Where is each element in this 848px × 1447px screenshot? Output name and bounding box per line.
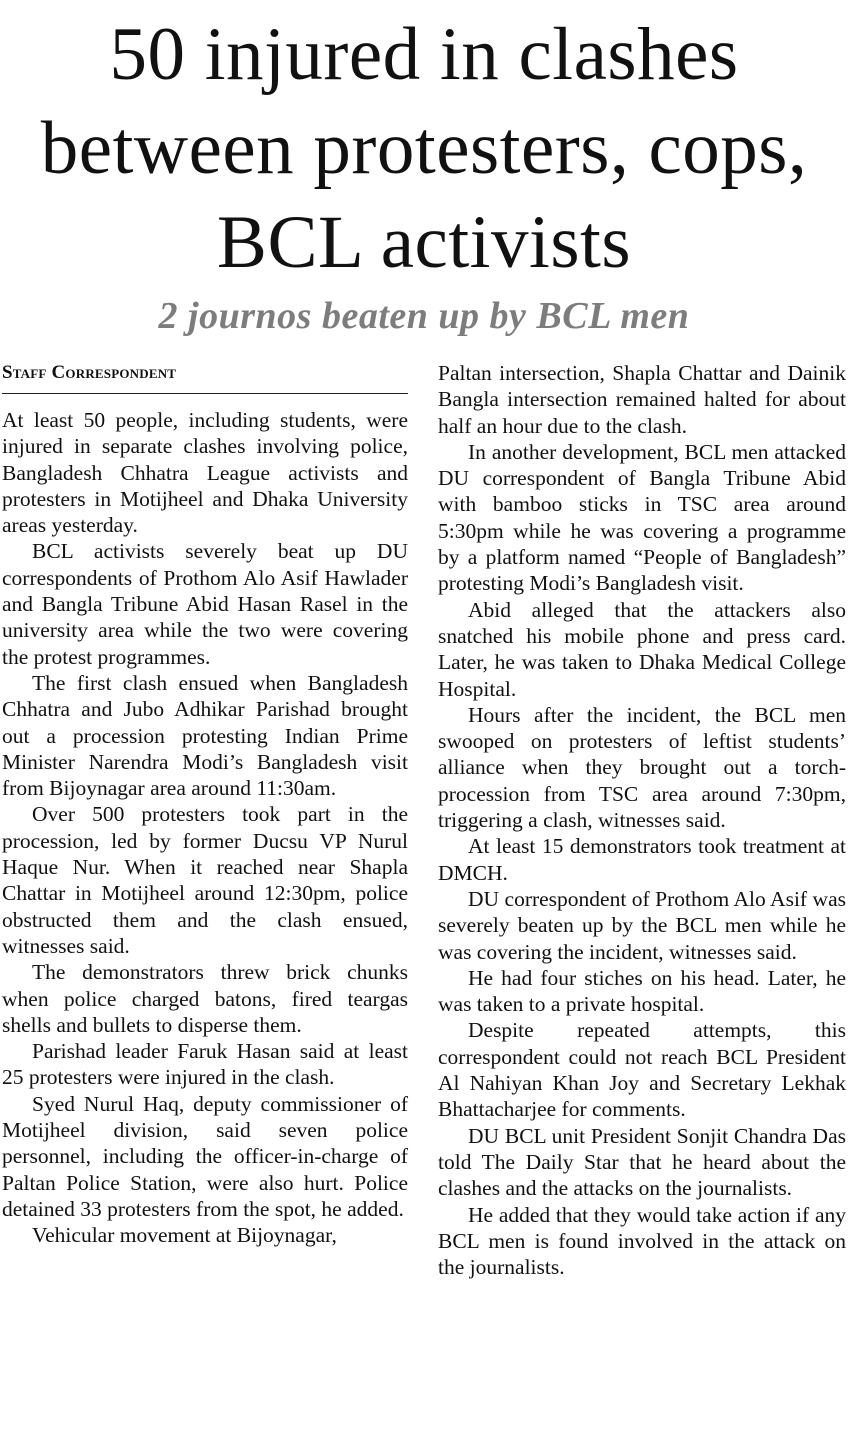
paragraph: Parishad leader Faruk Hasan said at least 25 protesters were injured in the clash. (2, 1039, 408, 1090)
paragraph: Over 500 protesters took part in the procession, led by former Ducsu VP Nurul Haque Nur. When it reached near Shapla Chattar in Motijheel around 12:30pm, police obstructed them and the clash ensued, witnesses said. (2, 802, 408, 958)
paragraph: Despite repeated attempts, this correspondent could not reach BCL President Al Nahiyan Khan Joy and Secretary Lekhak Bhattacharjee for comments. (438, 1018, 846, 1122)
paragraph: DU correspondent of Prothom Alo Asif was severely beaten up by the BCL men while he was covering the incident, witnesses said. (438, 886, 846, 964)
subheadline: 2 journos beaten up by BCL men (158, 295, 690, 337)
paragraph: At least 15 demonstrators took treatment at DMCH. (438, 834, 846, 885)
paragraph: BCL activists severely beat up DU correspondents of Prothom Alo Asif Hawlader and Bangla Tribune Abid Hasan Rasel in the university area while the two were covering the protest programmes. (2, 539, 408, 669)
paragraph: Abid alleged that the attackers also snatched his mobile phone and press card. Later, he was taken to Dhaka Medical College Hospital. (438, 597, 846, 701)
paragraph: Vehicular movement at Bijoynagar, (32, 1223, 337, 1248)
paragraph-continuation: Paltan intersection, Shapla Chattar and Dainik Bangla intersection remained halted for about half an hour due to the clash. (438, 361, 846, 438)
paragraph: The demonstrators threw brick chunks when police charged batons, fired teargas shells and bullets to disperse them. (2, 960, 408, 1037)
paragraph: Syed Nurul Haq, deputy commissioner of Motijheel division, said seven police personnel, including the officer-in-charge of Paltan Police Station, were also hurt. Police detained 33 protesters from the spot, he added. (2, 1091, 408, 1221)
paragraph: He had four stiches on his head. Later, he was taken to a private hospital. (438, 965, 846, 1017)
headline: 50 injured in clashes between protesters, cops, BCL activists (40, 13, 808, 284)
paragraph: Hours after the incident, the BCL men swooped on protesters of leftist students’ alliance when they brought out a torch-procession from TSC area around 7:30pm, triggering a clash, witnesses said. (438, 702, 846, 833)
byline: Staff Correspondent (2, 362, 177, 383)
paragraph: He added that they would take action if any BCL men is found involved in the attack on the journalists. (438, 1202, 846, 1280)
left-column (2, 407, 408, 1249)
right-column (438, 360, 846, 1280)
paragraph: DU BCL unit President Sonjit Chandra Das told The Daily Star that he heard about the clashes and the attacks on the journalists. (438, 1123, 846, 1201)
byline-divider (2, 393, 408, 394)
paragraph: In another development, BCL men attacked DU correspondent of Bangla Tribune Abid with bamboo sticks in TSC area around 5:30pm while he was covering a programme by a platform named “People of Bangladesh” protesting Modi’s Bangladesh visit. (438, 439, 846, 596)
paragraph: At least 50 people, including students, were injured in separate clashes involving police, Bangladesh Chhatra League activists and protesters in Motijheel and Dhaka University areas yesterday. (2, 408, 408, 538)
paragraph: The first clash ensued when Bangladesh Chhatra and Jubo Adhikar Parishad brought out a procession protesting Indian Prime Minister Narendra Modi’s Bangladesh visit from Bijoynagar area around 11:30am. (2, 670, 408, 801)
